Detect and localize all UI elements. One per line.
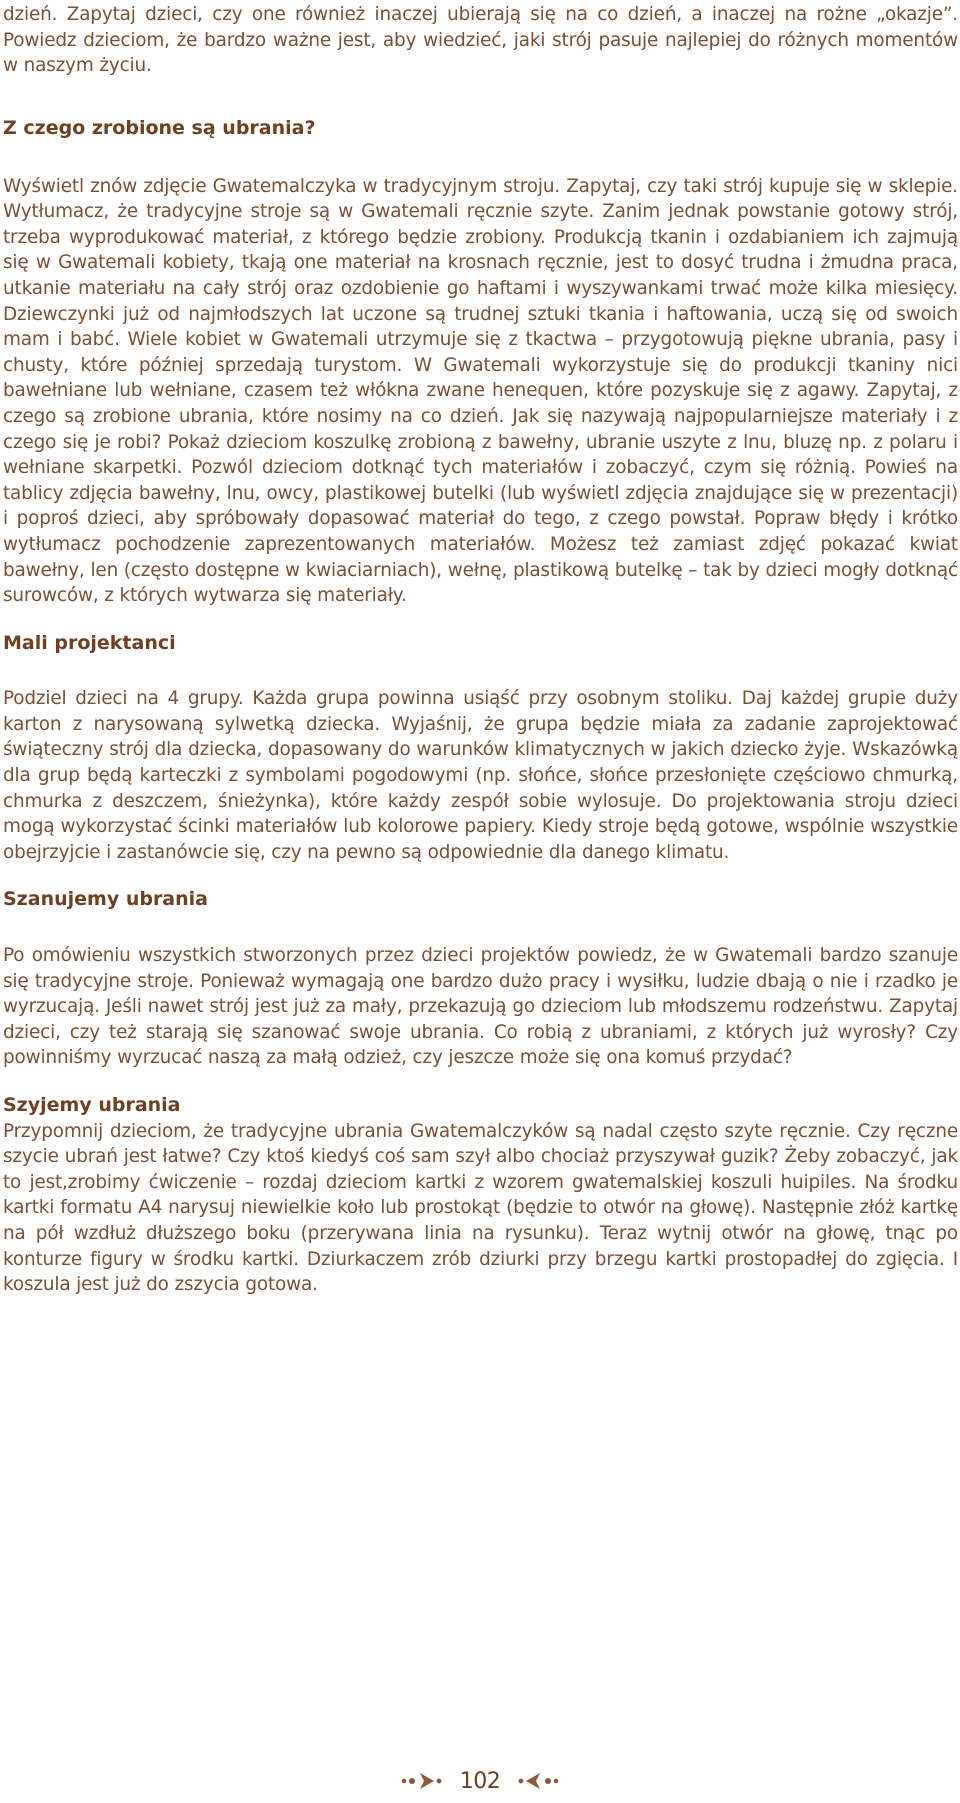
projectants-paragraph: Podziel dzieci na 4 grupy. Każda grupa powinna usiąść przy osobnym stoliku. Daj każdej grupie duży karton z narysowaną sylwetką dziecka. Wyjaśnij, że grupa będzie miała za zadanie zaprojektować świąteczny strój dla dziecka, dopasowany do warunków klimatycznych w jakich dziecko żyje. Wskazówką dla grup będą karteczki z symbolami pogodowymi (np. słońce, słońce przesłonięte częściowo chmurką, chmurka z deszczem, śnieżynka), które każdy zespół sobie wylosuje. Do projektowania stroju dzieci mogą wykorzystać ścinki materiałów lub kolorowe papiery. Kiedy stroje będą gotowe, wspólnie wszystkie obejrzyjcie i zastanówcie się, czy na pewno są odpowiednie dla danego klimatu. [3, 688, 958, 863]
left-ornament-icon [398, 1769, 450, 1793]
term-huipiles: huipiles [780, 1171, 851, 1193]
section-heading-projectants: Mali projektanci [3, 631, 176, 654]
sewing-text-part2: . Na środku kartki formatu A4 narysuj niewielkie koło lub prostokąt (będzie to otwór na głowę). Następnie złóż kartkę na pół wzdłuż dłuższego boku (przerywana linia na rysunku). Teraz wytnij otwór na głowę, tnąc po konturze figury w środku kartki. Dziurkaczem zrób dziurki przy brzegu kartki prostopadłej do zgięcia. I koszula jest już do zszycia gotowa. [3, 1171, 958, 1296]
intro-paragraph: dzień. Zapytaj dzieci, czy one również inaczej ubierają się na co dzień, a inaczej na rożne „okazje”. Powiedz dzieciom, że bardzo ważne jest, aby wiedzieć, jaki strój pasuje najlepiej do różnych momentów w naszym życiu. [3, 4, 958, 77]
section-heading-respect: Szanujemy ubrania [3, 888, 208, 911]
materials-text-part2: , które pozyskuje się z agawy. Zapytaj, z czego są zrobione ubrania, które nosimy na co dzień. Jak się nazywają najpopularniejsze materiały i z czego się je robi? Pokaż dzieciom koszulkę zrobioną z bawełny, ubranie uszyte z lnu, bluzę np. z polaru i wełniane skarpetki. Pozwól dzieciom dotknąć tych materiałów i zobaczyć, czym się różnią. Powieś na tablicy zdjęcia bawełny, lnu, owcy, plastikowej butelki (lub wyświetl zdjęcia znajdujące się w prezentacji) i poproś dzieci, aby spróbowały dopasować materiał do tego, z czego powstał. Popraw błędy i krótko wytłumacz pochodzenie zaprezentowanych materiałów. Możesz też zamiast zdjęć pokazać kwiat bawełny, len (często dostępne w kwiaciarniach), wełnę, plastikową butelkę – tak by dzieci mogły dotknąć surowców, z których wytwarza się materiały. [3, 380, 958, 607]
materials-paragraph [3, 174, 958, 609]
right-ornament-icon [510, 1769, 562, 1793]
materials-text-part1: Wyświetl znów zdjęcie Gwatemalczyka w tradycyjnym stroju. Zapytaj, czy taki strój kupuje się w sklepie. Wytłumacz, że tradycyjne stroje są w Gwatemali ręcznie szyte. Zanim jednak powstanie gotowy strój, trzeba wyprodukować materiał, z którego będzie zrobiony. Produkcją tkanin i ozdabianiem ich zajmują się w Gwatemali kobiety, tkają one materiał na krosnach ręcznie, jest to dosyć trudna i żmudna praca, utkanie materiału na cały strój oraz ozdobienie go haftami i wyszywankami trwać może kilka miesięcy. Dziewczynki już od najmłodszych lat uczone są trudnej sztuki tkania i haftowania, uczą się od swoich mam i babć. Wiele kobiet w Gwatemali utrzymuje się z tkactwa – przygotowują piękne ubrania, pasy i chusty, które później sprzedają turystom. W Gwatemali wykorzystuje się do produkcji tkaniny nici bawełniane lub wełniane, czasem też włókna zwane [3, 175, 958, 402]
sewing-paragraph [3, 1119, 958, 1298]
section-heading-materials: Z czego zrobione są ubrania? [3, 117, 316, 139]
page-footer [0, 1764, 960, 1798]
sewing-text-part1: Przypomnij dzieciom, że tradycyjne ubrania Gwatemalczyków są nadal często szyte ręcznie. Czy ręczne szycie ubrań jest łatwe? Czy ktoś kiedyś coś sam szył albo chociaż przyszywał guzik? Żeby zobaczyć, jak to jest,zrobimy ćwiczenie – rozdaj dzieciom kartki z wzorem gwatemalskiej koszuli [3, 1120, 958, 1193]
term-henequen: henequen [492, 380, 584, 402]
section-heading-sewing: Szyjemy ubrania [3, 1094, 181, 1116]
page-number: 102 [459, 1768, 501, 1794]
respect-paragraph: Po omówieniu wszystkich stworzonych przez dzieci projektów powiedz, że w Gwatemali bardzo szanuje się tradycyjne stroje. Ponieważ wymagają one bardzo dużo pracy i wysiłku, ludzie dbają o nie i rzadko je wyrzucają. Jeśli nawet strój jest już za mały, przekazują go dzieciom lub młodszemu rodzeństwu. Zapytaj dzieci, czy też starają się szanować swoje ubrania. Co robią z ubraniami, z których już wyrosły? Czy powinniśmy wyrzucać naszą za małą odzież, czy jeszcze może się ona komuś przydać? [3, 945, 958, 1069]
document-page [3, 2, 958, 1298]
